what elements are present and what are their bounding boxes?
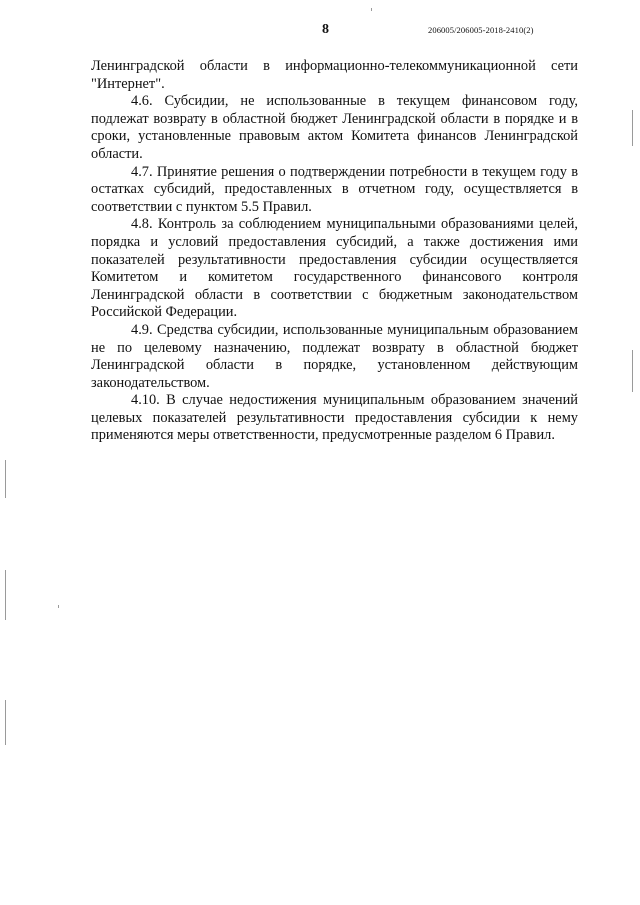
scan-artifact xyxy=(58,605,59,608)
paragraph-4-7: 4.7. Принятие решения о подтверждении потребности в текущем году в остатках субсидий, предоставленных в отчетном году, осуществляется в соответствии с пунктом 5.5 Правил. xyxy=(91,163,578,215)
paragraph-4-9: 4.9. Средства субсидии, использованные муниципальным образованием не по целевому назначению, подлежат возврату в областной бюджет Ленинградской области в порядке, установленном действующим законодательством. xyxy=(91,321,578,391)
scan-artifact xyxy=(632,110,633,146)
page-number: 8 xyxy=(322,22,329,37)
paragraph-4-10: 4.10. В случае недостижения муниципальным образованием значений целевых показателей результативности предоставления субсидии к нему применяются меры ответственности, предусмотренные разделом 6 Правил. xyxy=(91,392,578,444)
scan-artifact xyxy=(371,8,372,11)
scan-artifact xyxy=(5,700,6,745)
scan-artifact xyxy=(5,460,6,498)
paragraph-4-8: 4.8. Контроль за соблюдением муниципальными образованиями целей, порядка и условий предоставления субсидий, а также достижения ими показателей результативности предоставления субсидии осуществляется Комитетом и комитетом государственного финансового контроля Ленинградской области в соответствии с бюджетным законодательством Российской Федерации. xyxy=(91,216,578,321)
paragraph-continuation: Ленинградской области в информационно-телекоммуникационной сети "Интернет". xyxy=(91,58,578,92)
scan-artifact xyxy=(5,570,6,620)
document-body xyxy=(91,58,578,445)
paragraph-4-6: 4.6. Субсидии, не использованные в текущем финансовом году, подлежат возврату в областной бюджет Ленинградской области в порядке и в сроки, установленные правовым актом Комитета финансов Ленинградской области. xyxy=(91,93,578,162)
document-id: 206005/206005-2018-2410(2) xyxy=(428,25,534,35)
scan-artifact xyxy=(632,350,633,392)
